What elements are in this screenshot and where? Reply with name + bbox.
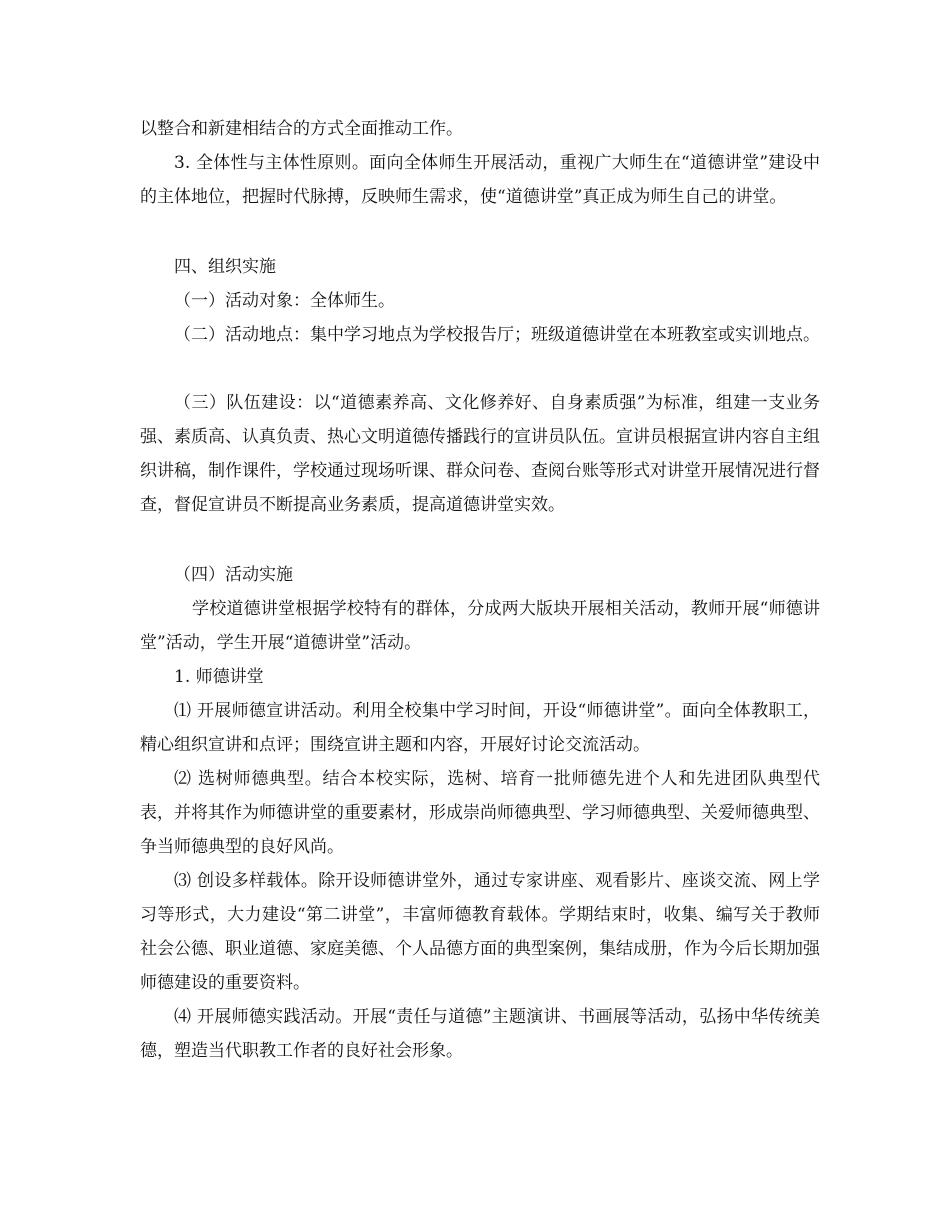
paragraph-item-4: ⑷ 开展师德实践活动。开展“责任与道德”主题演讲、书画展等活动，弘扬中华传统美德，塑造当代职教工作者的良好社会形象。	[140, 1007, 820, 1061]
paragraph-item-1: ⑴ 开展师德宣讲活动。利用全校集中学习时间，开设“师德讲堂”。面向全体教职工，精心组织宣讲和点评；围绕宣讲主题和内容，开展好讨论交流活动。	[140, 701, 820, 755]
paragraph-activity-target: （一）活动对象：全体师生。	[174, 291, 395, 311]
subheading-teacher-ethics-hall: 1. 师德讲堂	[174, 667, 264, 687]
paragraph-principle-3: 3. 全体性与主体性原则。面向全体师生开展活动，重视广大师生在“道德讲堂”建设中的主体地位，把握时代脉搏，反映师生需求，使“道德讲堂”真正成为师生自己的讲堂。	[140, 153, 820, 207]
paragraph-implementation-intro: 学校道德讲堂根据学校特有的群体，分成两大版块开展相关活动，教师开展“师德讲堂”活动，学生开展“道德讲堂”活动。	[140, 599, 820, 653]
paragraph-item-2: ⑵ 选树师德典型。结合本校实际，选树、培育一批师德先进个人和先进团队典型代表，并将其作为师德讲堂的重要素材，形成崇尚师德典型、学习师德典型、关爱师德典型、争当师德典型的良好风尚。	[140, 769, 820, 857]
paragraph-activity-location: （二）活动地点：集中学习地点为学校报告厅；班级道德讲堂在本班教室或实训地点。	[174, 325, 820, 345]
paragraph-continuation: 以整合和新建相结合的方式全面推动工作。	[140, 119, 463, 139]
section-heading-organization: 四、组织实施	[174, 257, 276, 277]
subheading-activity-implementation: （四）活动实施	[174, 565, 293, 585]
paragraph-team-building: （三）队伍建设：以“道德素养高、文化修养好、自身素质强”为标准，组建一支业务强、素质高、认真负责、热心文明道德传播践行的宣讲员队伍。宣讲员根据宣讲内容自主组织讲稿，制作课件，学校通过现场听课、群众问卷、查阅台账等形式对讲堂开展情况进行督查，督促宣讲员不断提高业务素质，提高道德讲堂实效。	[140, 393, 820, 515]
paragraph-item-3: ⑶ 创设多样载体。除开设师德讲堂外，通过专家讲座、观看影片、座谈交流、网上学习等形式，大力建设“第二讲堂”，丰富师德教育载体。学期结束时，收集、编写关于教师社会公德、职业道德、家庭美德、个人品德方面的典型案例，集结成册，作为今后长期加强师德建设的重要资料。	[140, 871, 820, 993]
